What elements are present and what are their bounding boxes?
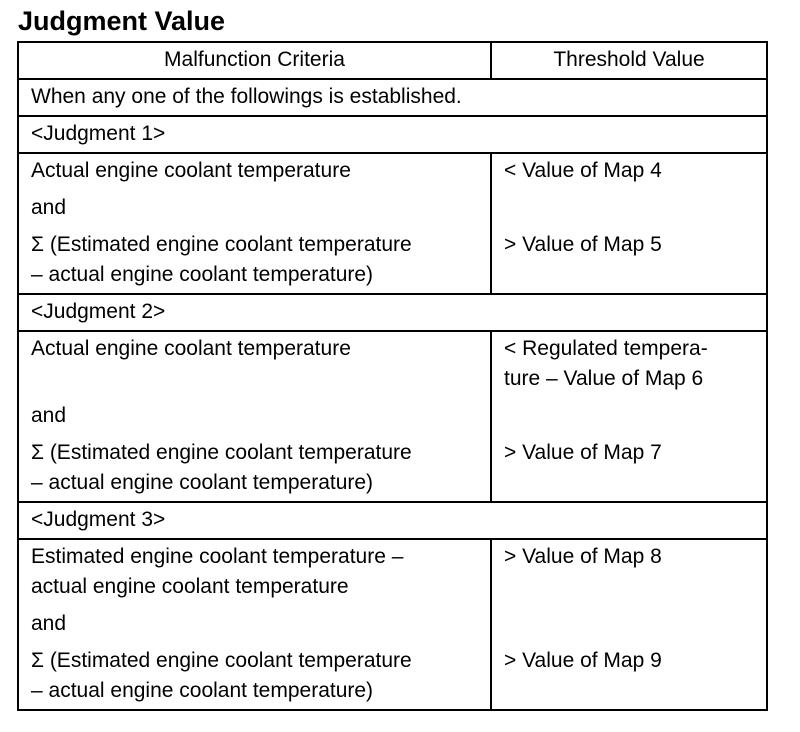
judgment-3-criteria-1-line-1: Estimated engine coolant temperature –	[31, 545, 404, 568]
judgment-1-threshold-1: < Value of Map 4	[504, 159, 662, 182]
judgment-1-label-row	[18, 116, 767, 153]
judgment-1-criteria	[18, 153, 491, 294]
judgment-3-threshold	[491, 539, 767, 710]
judgment-3-threshold-2: > Value of Map 9	[504, 649, 662, 672]
judgment-1-label: <Judgment 1>	[18, 116, 767, 153]
judgment-1-criteria-2-line-1: Σ (Estimated engine coolant temperature	[31, 233, 412, 256]
judgment-3-criteria-1-line-2: actual engine coolant temperature	[31, 575, 349, 598]
judgment-2-label: <Judgment 2>	[18, 294, 767, 331]
judgment-2-criteria-2-line-2: – actual engine coolant temperature)	[31, 471, 374, 494]
intro-text: When any one of the followings is established.	[18, 79, 767, 116]
judgment-3-label-row	[18, 502, 767, 539]
page-title: Judgment Value	[18, 6, 226, 36]
judgment-1-criteria-2-line-2: – actual engine coolant temperature)	[31, 263, 374, 286]
judgment-2-threshold-1-line-2: ture – Value of Map 6	[504, 367, 704, 390]
judgment-2-connector: and	[31, 404, 67, 427]
judgment-2-row	[18, 331, 767, 502]
intro-row	[18, 79, 767, 116]
judgment-2-label-row	[18, 294, 767, 331]
judgment-3-criteria	[18, 539, 491, 710]
judgment-1-threshold-2: > Value of Map 5	[504, 233, 662, 256]
judgment-2-criteria-1: Actual engine coolant temperature	[31, 337, 351, 360]
judgment-2-threshold-2: > Value of Map 7	[504, 441, 662, 464]
judgment-3-connector: and	[31, 612, 67, 635]
judgment-1-threshold	[491, 153, 767, 294]
judgment-2-criteria-2-line-1: Σ (Estimated engine coolant temperature	[31, 441, 412, 464]
judgment-2-criteria	[18, 331, 491, 502]
judgment-1-connector: and	[31, 196, 67, 219]
header-malfunction-criteria: Malfunction Criteria	[18, 42, 491, 79]
header-threshold-value: Threshold Value	[491, 42, 767, 79]
judgment-1-row	[18, 153, 767, 294]
judgment-3-label: <Judgment 3>	[18, 502, 767, 539]
table-header-row	[18, 42, 767, 79]
judgment-2-threshold	[491, 331, 767, 502]
judgment-2-threshold-1-line-1: < Regulated tempera-	[504, 337, 708, 360]
judgment-table	[17, 41, 768, 711]
judgment-1-criteria-1: Actual engine coolant temperature	[31, 159, 351, 182]
judgment-3-row	[18, 539, 767, 710]
judgment-3-criteria-2-line-1: Σ (Estimated engine coolant temperature	[31, 649, 412, 672]
judgment-3-criteria-2-line-2: – actual engine coolant temperature)	[31, 679, 374, 702]
judgment-3-threshold-1: > Value of Map 8	[504, 545, 662, 568]
